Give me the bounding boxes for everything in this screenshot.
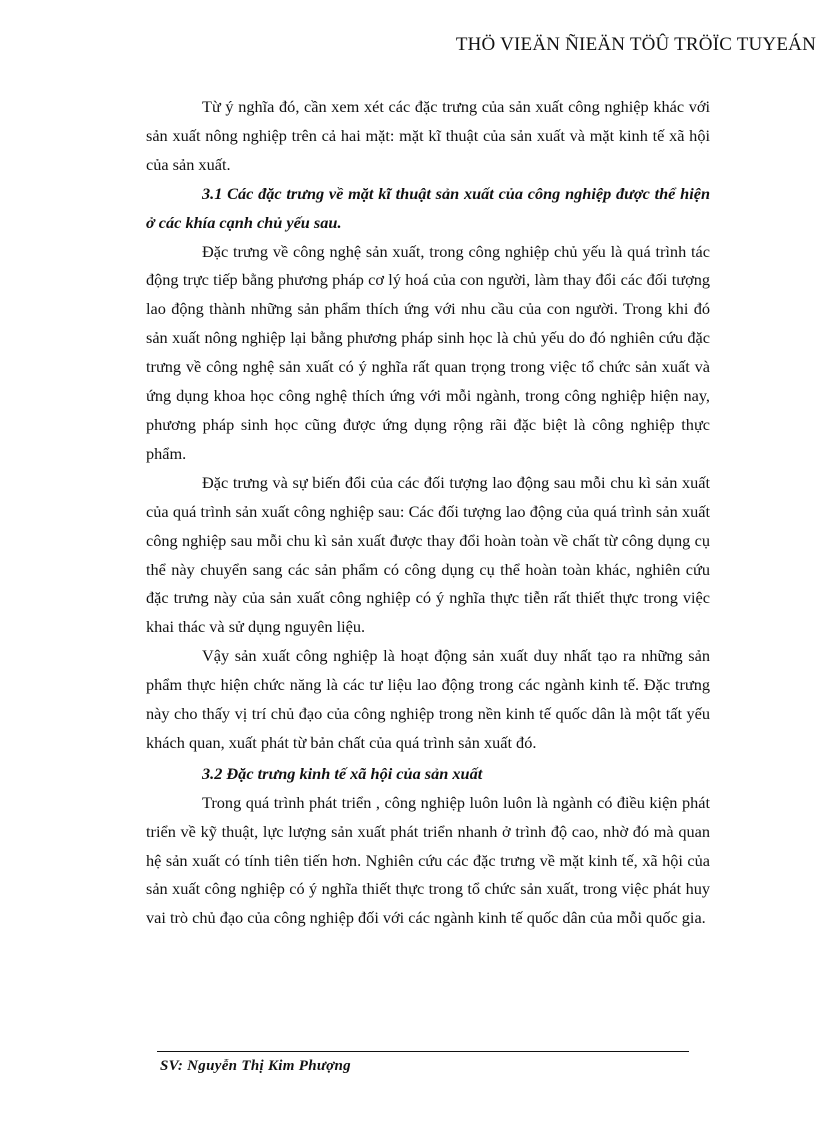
section-heading-3-2: 3.2 Đặc trưng kinh tế xã hội của sản xuất	[202, 763, 483, 783]
paragraph-socioeconomic: Trong quá trình phát triển , công nghiệp luôn luôn là ngành có điều kiện phát triển về kỹ thuật, lực lượng sản xuất phát triển nhanh ở trình độ cao, nhờ đó mà quan hệ sản xuất có tính tiên tiến hơn. Nghiên cứu các đặc trưng về mặt kinh tế, xã hội của sản xuất công nghiệp có ý nghĩa thiết thực trong tổ chức sản xuất, trong việc phát huy vai trò chủ đạo của công nghiệp đối với các ngành kinh tế quốc dân của mỗi quốc gia.	[146, 792, 710, 928]
paragraph-technology: Đặc trưng về công nghệ sản xuất, trong công nghiệp chủ yếu là quá trình tác động trực tiếp bằng phương pháp cơ lý hoá của con người, làm thay đổi các đối tượng lao động thành những sản phẩm thích ứng với nhu cầu của con người. Trong khi đó sản xuất nông nghiệp lại bằng phương pháp sinh học là chủ yếu do đó nghiên cứu đặc trưng về công nghệ sản xuất có ý nghĩa rất quan trọng trong việc tổ chức sản xuất và ứng dụng khoa học công nghệ thích ứng với mỗi ngành, trong công nghiệp hiện nay, phương pháp sinh học cũng được ứng dụng rộng rãi đặc biệt là công nghiệp thực phẩm.	[146, 241, 710, 463]
footer-divider	[157, 1051, 689, 1052]
page-header-title: THÖ VIEÄN ÑIEÄN TÖÛ TRÖÏC TUYEÁN	[455, 34, 816, 55]
paragraph-leading-role: Vậy sản xuất công nghiệp là hoạt động sản xuất duy nhất tạo ra những sản phẩm thực hiện chức năng là các tư liệu lao động trong các ngành kinh tế. Đặc trưng này cho thấy vị trí chủ đạo của công nghiệp trong nền kinh tế quốc dân là một tất yếu khách quan, xuất phát từ bản chất của quá trình sản xuất đó.	[146, 646, 710, 752]
section-heading-3-1: 3.1 Các đặc trưng về mặt kĩ thuật sản xuất của công nghiệp được thể hiện ở các khía cạnh chủ yếu sau.	[146, 183, 710, 232]
paragraph-intro: Từ ý nghĩa đó, cần xem xét các đặc trưng của sản xuất công nghiệp khác với sản xuất nông nghiệp trên cả hai mặt: mặt kĩ thuật của sản xuất và mặt kinh tế xã hội của sản xuất.	[146, 97, 710, 174]
paragraph-labor-objects: Đặc trưng và sự biến đổi của các đối tượng lao động sau mỗi chu kì sản xuất của quá trình sản xuất công nghiệp sau: Các đối tượng lao động của quá trình sản xuất công nghiệp sau mỗi chu kì sản xuất được thay đổi hoàn toàn về chất từ công dụng cụ thể này chuyển sang các sản phẩm có công dụng cụ thể hoàn toàn khác, nghiên cứu đặc trưng này của sản xuất công nghiệp có ý nghĩa thực tiễn rất thiết thực trong việc khai thác và sử dụng nguyên liệu.	[146, 472, 710, 637]
document-body	[146, 93, 710, 933]
footer-author: SV: Nguyễn Thị Kim Phượng	[160, 1058, 351, 1074]
